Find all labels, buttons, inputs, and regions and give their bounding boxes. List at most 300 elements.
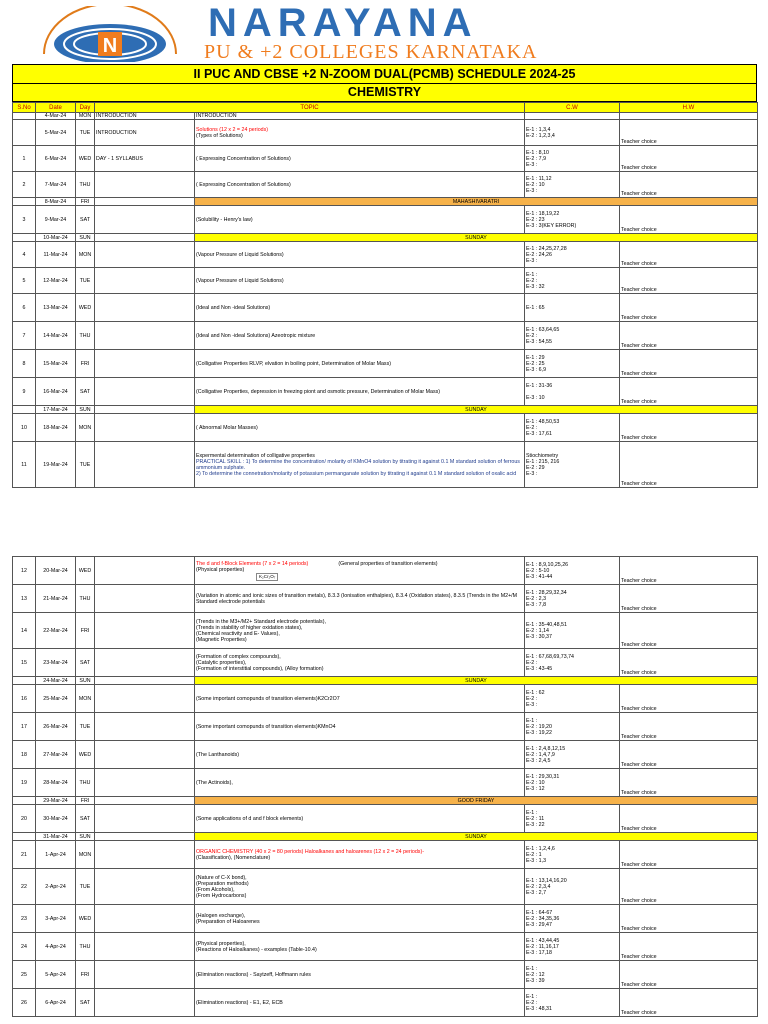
row-hw: Teacher choice xyxy=(620,146,758,172)
row-sno: 15 xyxy=(13,649,36,677)
row-day: TUE xyxy=(76,442,95,488)
row-topic xyxy=(195,585,525,613)
row-topic xyxy=(195,713,525,741)
table-row xyxy=(13,234,758,242)
svg-text:N: N xyxy=(102,35,118,57)
row-day: MON xyxy=(76,841,95,869)
row-cw: E-1 : 11,12 E-2 : 10 E-3 : xyxy=(525,172,620,198)
row-cw: E-1 : 29,30,31 E-2 : 10 E-3 : 12 xyxy=(525,769,620,797)
row-sno xyxy=(13,833,36,841)
col-topic: TOPIC xyxy=(95,103,525,113)
table-row xyxy=(13,933,758,961)
topic-text: (Nature of C-X bond), (Preparation methods) (From Alcohols), (From Hydrocarbons) xyxy=(196,874,249,899)
row-topic xyxy=(195,350,525,378)
topic-text: (Vapour Pressure of Liquid Solutions) xyxy=(196,251,284,258)
row-day: SUN xyxy=(76,234,95,242)
row-date: 28-Mar-24 xyxy=(36,769,76,797)
topic-text: (Some important comopunds of transition elements)K2Cr2O7 xyxy=(196,695,340,702)
row-sno: 16 xyxy=(13,685,36,713)
row-day: FRI xyxy=(76,961,95,989)
row-sno: 4 xyxy=(13,242,36,268)
row-date: 8-Mar-24 xyxy=(36,198,76,206)
row-hw: Teacher choice xyxy=(620,685,758,713)
row-topic xyxy=(195,268,525,294)
row-day: MON xyxy=(76,113,95,120)
row-dayinfo xyxy=(95,350,195,378)
row-cw: E-1 : 28,29,32,34 E-2 : 2,3 E-3 : 7,8 xyxy=(525,585,620,613)
brand-subtitle: PU & +2 COLLEGES KARNATAKA xyxy=(204,41,538,63)
row-sno xyxy=(13,113,36,120)
row-topic xyxy=(195,442,525,488)
brand-name: NARAYANA xyxy=(208,1,478,45)
row-sno: 14 xyxy=(13,613,36,649)
topic-text: (The Actinoids), xyxy=(196,779,233,786)
row-dayinfo xyxy=(95,805,195,833)
table-row xyxy=(13,741,758,769)
row-date: 25-Mar-24 xyxy=(36,685,76,713)
row-date: 19-Mar-24 xyxy=(36,442,76,488)
row-topic xyxy=(195,322,525,350)
row-date: 5-Apr-24 xyxy=(36,961,76,989)
row-day: MON xyxy=(76,685,95,713)
row-dayinfo xyxy=(95,989,195,1017)
row-day: WED xyxy=(76,741,95,769)
topic-text: (Elimination reactions) - E1, E2, ECB xyxy=(196,999,283,1006)
row-dayinfo xyxy=(95,713,195,741)
row-date: 22-Mar-24 xyxy=(36,613,76,649)
topic-text: (Physical properties), (Reactions of Haloalkanes) - examples (Table-10.4) xyxy=(196,940,317,953)
table-row xyxy=(13,585,758,613)
topic-text: ( Expressing Concentration of Solutions) xyxy=(196,181,291,188)
topic-text: (Solubility - Henry's law) xyxy=(196,216,253,223)
col-sno: S.No xyxy=(13,103,36,113)
topic-text: (Vapour Pressure of Liquid Solutions) xyxy=(196,277,284,284)
row-dayinfo xyxy=(95,585,195,613)
row-day: MON xyxy=(76,242,95,268)
row-date: 26-Mar-24 xyxy=(36,713,76,741)
row-dayinfo xyxy=(95,206,195,234)
row-dayinfo xyxy=(95,294,195,322)
row-hw: Teacher choice xyxy=(620,120,758,146)
subject-title: CHEMISTRY xyxy=(12,84,757,102)
row-day: THU xyxy=(76,172,95,198)
row-hw: Teacher choice xyxy=(620,933,758,961)
row-hw: Teacher choice xyxy=(620,172,758,198)
row-date: 4-Apr-24 xyxy=(36,933,76,961)
row-dayinfo xyxy=(95,198,195,206)
topic-text: (Elimination reactions) - Saytzeff, Hoffmann rules xyxy=(196,971,311,978)
row-dayinfo xyxy=(95,905,195,933)
row-date: 1-Apr-24 xyxy=(36,841,76,869)
row-hw: Teacher choice xyxy=(620,649,758,677)
row-day: TUE xyxy=(76,869,95,905)
row-date: 27-Mar-24 xyxy=(36,741,76,769)
row-topic xyxy=(195,120,525,146)
row-hw: Teacher choice xyxy=(620,613,758,649)
row-date: 30-Mar-24 xyxy=(36,805,76,833)
table-row xyxy=(13,294,758,322)
row-dayinfo xyxy=(95,741,195,769)
row-cw: E-1 : 64-67 E-2 : 34,35,36 E-3 : 29,47 xyxy=(525,905,620,933)
row-day: FRI xyxy=(76,797,95,805)
row-dayinfo xyxy=(95,833,195,841)
row-cw: E-1 : 2,4,8,12,15 E-2 : 1,4,7,9 E-3 : 2,4,5 xyxy=(525,741,620,769)
row-cw: E-1 : 31-36 E-3 : 10 xyxy=(525,378,620,406)
row-dayinfo: INTRODUCTION xyxy=(95,113,195,120)
row-day: FRI xyxy=(76,198,95,206)
row-date: 14-Mar-24 xyxy=(36,322,76,350)
row-sno: 7 xyxy=(13,322,36,350)
schedule-title: II PUC AND CBSE +2 N-ZOOM DUAL(PCMB) SCHEDULE 2024-25 xyxy=(12,64,757,84)
topic-text: Expermental determination of colligative properties xyxy=(196,452,315,459)
row-dayinfo xyxy=(95,242,195,268)
row-day: SUN xyxy=(76,406,95,414)
practical-skill: PRACTICAL SKILL : 1) To determine the concentration/ molarity of KMnO4 solution by titrating it against 0.1 M standard solution of ferrous ammonium sulphate. 2) To determine the connetration/molarity of potassium permanganate solution by titrating it against 0.1 M standard solution of oxalic acid xyxy=(196,458,520,477)
table-row xyxy=(13,322,758,350)
row-holiday: SUNDAY xyxy=(195,833,758,841)
table-row xyxy=(13,961,758,989)
table-row xyxy=(13,442,758,488)
row-holiday: MAHASHIVARATRI xyxy=(195,198,758,206)
table-row xyxy=(13,677,758,685)
row-date: 18-Mar-24 xyxy=(36,414,76,442)
narayana-logo-icon xyxy=(36,6,184,62)
topic-heading: ORGANIC CHEMISTRY (40 x 2 = 80 periods) Haloalkanes and haloarenes (12 x 2 = 24 periods)- xyxy=(196,848,424,855)
row-hw: Teacher choice xyxy=(620,869,758,905)
row-cw: E-1 : 63,64,65 E-2 : E-3 : 54,55 xyxy=(525,322,620,350)
row-day: SAT xyxy=(76,989,95,1017)
row-sno: 23 xyxy=(13,905,36,933)
row-day: WED xyxy=(76,146,95,172)
schedule-table-2 xyxy=(12,556,758,1017)
row-dayinfo xyxy=(95,322,195,350)
row-dayinfo xyxy=(95,406,195,414)
row-topic xyxy=(195,933,525,961)
row-sno: 19 xyxy=(13,769,36,797)
row-date: 23-Mar-24 xyxy=(36,649,76,677)
row-cw: E-1 : 8,9,10,25,26 E-2 : 5-10 E-3 : 41-44 xyxy=(525,557,620,585)
row-dayinfo xyxy=(95,769,195,797)
row-date: 31-Mar-24 xyxy=(36,833,76,841)
row-date: 15-Mar-24 xyxy=(36,350,76,378)
row-sno xyxy=(13,406,36,414)
row-dayinfo xyxy=(95,961,195,989)
row-dayinfo xyxy=(95,869,195,905)
table-row xyxy=(13,841,758,869)
col-cw: C.W xyxy=(525,103,620,113)
row-topic xyxy=(195,649,525,677)
topic-text: (Physical properties) xyxy=(196,566,245,573)
table-row xyxy=(13,120,758,146)
table-row xyxy=(13,685,758,713)
row-topic xyxy=(195,113,525,120)
row-day: THU xyxy=(76,322,95,350)
topic-text: (Ideal and Non -ideal Solutions) xyxy=(196,304,271,311)
col-day: Day xyxy=(76,103,95,113)
row-topic xyxy=(195,206,525,234)
row-day: SAT xyxy=(76,378,95,406)
row-cw: E-1 : 43,44,45 E-2 : 11,16,17 E-3 : 17,18 xyxy=(525,933,620,961)
row-hw: Teacher choice xyxy=(620,206,758,234)
row-sno: 8 xyxy=(13,350,36,378)
table-row xyxy=(13,206,758,234)
row-day: SAT xyxy=(76,206,95,234)
topic-text: (Formation of complex compounds), (Catalytic properties), (Formation of interstitial compounds), (Alloy formation) xyxy=(196,653,324,672)
row-dayinfo xyxy=(95,414,195,442)
topic-heading: Solutions (12 x 2 = 24 periods) xyxy=(196,126,268,133)
row-date: 17-Mar-24 xyxy=(36,406,76,414)
row-cw: E-1 : E-2 : E-3 : 48,31 xyxy=(525,989,620,1017)
topic-text: (Some applications of d and f block elements) xyxy=(196,815,304,822)
topic-text: ( Expressing Concentration of Solutions) xyxy=(196,155,291,162)
table-row xyxy=(13,805,758,833)
row-dayinfo xyxy=(95,797,195,805)
schedule-table-1 xyxy=(12,102,758,488)
row-date: 24-Mar-24 xyxy=(36,677,76,685)
row-topic xyxy=(195,414,525,442)
row-hw: Teacher choice xyxy=(620,905,758,933)
row-day: FRI xyxy=(76,350,95,378)
table-row xyxy=(13,869,758,905)
topic-extra: (General properties of transition elements) xyxy=(338,560,438,567)
row-sno: 3 xyxy=(13,206,36,234)
topic-text: (Colligative Properties, depression in freezing piont and osmotic pressure, Determination of Molar Mass) xyxy=(196,388,441,395)
row-cw: E-1 : E-2 : 11 E-3 : 22 xyxy=(525,805,620,833)
row-dayinfo xyxy=(95,234,195,242)
row-sno: 24 xyxy=(13,933,36,961)
row-dayinfo xyxy=(95,557,195,585)
row-dayinfo xyxy=(95,442,195,488)
row-cw: E-1 : 18,19,22 E-2 : 23 E-3 : 3(KEY ERROR) xyxy=(525,206,620,234)
row-date: 7-Mar-24 xyxy=(36,172,76,198)
table-row xyxy=(13,713,758,741)
table-row xyxy=(13,242,758,268)
row-sno: 18 xyxy=(13,741,36,769)
row-dayinfo xyxy=(95,685,195,713)
row-day: SAT xyxy=(76,805,95,833)
row-hw: Teacher choice xyxy=(620,805,758,833)
row-cw: E-1 : E-2 : 19,20 E-3 : 19,22 xyxy=(525,713,620,741)
table-row xyxy=(13,146,758,172)
row-dayinfo xyxy=(95,677,195,685)
row-sno xyxy=(13,120,36,146)
row-cw xyxy=(525,113,620,120)
row-sno xyxy=(13,234,36,242)
row-date: 6-Apr-24 xyxy=(36,989,76,1017)
row-topic xyxy=(195,741,525,769)
table-row xyxy=(13,113,758,120)
row-topic xyxy=(195,989,525,1017)
row-hw: Teacher choice xyxy=(620,769,758,797)
row-hw: Teacher choice xyxy=(620,414,758,442)
row-cw: E-1 : 65 xyxy=(525,294,620,322)
row-topic xyxy=(195,685,525,713)
row-dayinfo: INTRODUCTION xyxy=(95,120,195,146)
table-header-row xyxy=(13,103,758,113)
row-sno xyxy=(13,198,36,206)
row-sno: 12 xyxy=(13,557,36,585)
row-hw: Teacher choice xyxy=(620,378,758,406)
table-row xyxy=(13,378,758,406)
row-date: 9-Mar-24 xyxy=(36,206,76,234)
row-cw: E-1 : 24,25,27,28 E-2 : 24,26 E-3 : xyxy=(525,242,620,268)
row-date: 21-Mar-24 xyxy=(36,585,76,613)
row-sno: 11 xyxy=(13,442,36,488)
row-day: TUE xyxy=(76,120,95,146)
row-date: 2-Apr-24 xyxy=(36,869,76,905)
row-cw: E-1 : 35-40,48,51 E-2 : 1,14 E-3 : 30,37 xyxy=(525,613,620,649)
row-topic xyxy=(195,172,525,198)
table-row xyxy=(13,198,758,206)
row-dayinfo: DAY - 1 SYLLABUS xyxy=(95,146,195,172)
topic-heading: The d and f-Block Elements (7 x 2 = 14 periods) xyxy=(196,560,309,567)
row-topic xyxy=(195,146,525,172)
row-holiday: SUNDAY xyxy=(195,677,758,685)
topic-text: (Halogen exchange), (Preparation of Haloarenes xyxy=(196,912,260,925)
row-sno: 2 xyxy=(13,172,36,198)
row-topic xyxy=(195,557,525,585)
table-row xyxy=(13,833,758,841)
row-cw: E-1 : 1,3,4 E-2 : 1,2,3,4 xyxy=(525,120,620,146)
row-day: THU xyxy=(76,933,95,961)
table-row xyxy=(13,172,758,198)
row-cw: E-1 : 67,68,69,73,74 E-2 : E-3 : 43-45 xyxy=(525,649,620,677)
topic-text: (Trends in the M3+/M2+ Standard electrode potentials), (Trends in stability of higher oxidation states), (Chemical reactivity and E- Values), (Magnetic Properties) xyxy=(196,618,326,643)
row-day: SUN xyxy=(76,833,95,841)
topic-text: (Types of Solutions) xyxy=(196,132,243,139)
row-cw: E-1 : 62 E-2 : E-3 : xyxy=(525,685,620,713)
row-topic xyxy=(195,242,525,268)
row-date: 11-Mar-24 xyxy=(36,242,76,268)
row-sno: 22 xyxy=(13,869,36,905)
row-hw: Teacher choice xyxy=(620,322,758,350)
row-sno xyxy=(13,677,36,685)
row-hw: Teacher choice xyxy=(620,841,758,869)
row-cw: E-1 : E-2 : E-3 : 32 xyxy=(525,268,620,294)
row-hw: Teacher choice xyxy=(620,242,758,268)
row-hw: Teacher choice xyxy=(620,741,758,769)
row-sno: 21 xyxy=(13,841,36,869)
row-date: 4-Mar-24 xyxy=(36,113,76,120)
row-holiday: SUNDAY xyxy=(195,406,758,414)
table-row xyxy=(13,905,758,933)
row-date: 6-Mar-24 xyxy=(36,146,76,172)
row-dayinfo xyxy=(95,649,195,677)
table-row xyxy=(13,769,758,797)
row-sno: 13 xyxy=(13,585,36,613)
row-cw: E-1 : E-2 : 12 E-3 : 39 xyxy=(525,961,620,989)
row-cw: E-1 : 13,14,16,20 E-2 : 2,3,4 E-3 : 2,7 xyxy=(525,869,620,905)
row-cw: E-1 : 1,2,4,6 E-2 : 1 E-3 : 1,3 xyxy=(525,841,620,869)
row-day: MON xyxy=(76,414,95,442)
col-date: Date xyxy=(36,103,76,113)
row-sno: 17 xyxy=(13,713,36,741)
row-day: SUN xyxy=(76,677,95,685)
row-topic xyxy=(195,769,525,797)
row-day: WED xyxy=(76,557,95,585)
table-row xyxy=(13,989,758,1017)
row-topic xyxy=(195,613,525,649)
row-topic xyxy=(195,805,525,833)
row-date: 29-Mar-24 xyxy=(36,797,76,805)
row-topic xyxy=(195,294,525,322)
table-row xyxy=(13,649,758,677)
row-sno: 9 xyxy=(13,378,36,406)
table-row xyxy=(13,350,758,378)
row-day: SAT xyxy=(76,649,95,677)
row-hw xyxy=(620,113,758,120)
row-sno: 26 xyxy=(13,989,36,1017)
row-hw: Teacher choice xyxy=(620,268,758,294)
row-sno: 25 xyxy=(13,961,36,989)
row-date: 10-Mar-24 xyxy=(36,234,76,242)
row-hw: Teacher choice xyxy=(620,557,758,585)
topic-text: (Colligative Properties RLVP, elvation in boiling point, Determination of Molar Mass) xyxy=(196,360,391,367)
row-dayinfo xyxy=(95,172,195,198)
row-sno: 20 xyxy=(13,805,36,833)
table-row xyxy=(13,797,758,805)
row-cw: Stiochiometry E-1 : 215, 216 E-2 : 29 E-3 : xyxy=(525,442,620,488)
row-sno: 1 xyxy=(13,146,36,172)
table-row xyxy=(13,406,758,414)
row-day: THU xyxy=(76,585,95,613)
table-row xyxy=(13,557,758,585)
header xyxy=(0,0,768,62)
row-date: 12-Mar-24 xyxy=(36,268,76,294)
col-hw: H.W xyxy=(620,103,758,113)
row-date: 20-Mar-24 xyxy=(36,557,76,585)
row-hw: Teacher choice xyxy=(620,585,758,613)
row-dayinfo xyxy=(95,613,195,649)
row-dayinfo xyxy=(95,268,195,294)
row-hw: Teacher choice xyxy=(620,713,758,741)
row-topic xyxy=(195,378,525,406)
row-day: WED xyxy=(76,905,95,933)
row-cw: E-1 : 48,50,53 E-2 : E-3 : 17,61 xyxy=(525,414,620,442)
topic-text: INTRODUCTION xyxy=(196,113,237,119)
topic-text: (Ideal and Non -ideal Solutions) Azeotropic mixture xyxy=(196,332,316,339)
k2cr2o7-image: K₂Cr₂O₇ xyxy=(256,573,278,581)
row-sno xyxy=(13,797,36,805)
row-date: 16-Mar-24 xyxy=(36,378,76,406)
row-date: 5-Mar-24 xyxy=(36,120,76,146)
topic-text: (Some important comopunds of transition elements)KMnO4 xyxy=(196,723,336,730)
table-row xyxy=(13,268,758,294)
row-hw: Teacher choice xyxy=(620,350,758,378)
row-day: THU xyxy=(76,769,95,797)
topic-text: (Variation in atomic and ionic sizes of transition metals), 8.3.3 (Ionisation enthalpies), 8.3.4 (Oxidation states), 8.3.5 (Trends in the M2+/M Standard electrode potentials xyxy=(196,592,518,605)
row-holiday: GOOD FRIDAY xyxy=(195,797,758,805)
row-day: FRI xyxy=(76,613,95,649)
row-topic xyxy=(195,869,525,905)
row-sno: 5 xyxy=(13,268,36,294)
table-row xyxy=(13,414,758,442)
topic-text: (The Lanthanoids) xyxy=(196,751,239,758)
row-cw: E-1 : 8,10 E-2 : 7,9 E-3 : xyxy=(525,146,620,172)
row-sno: 6 xyxy=(13,294,36,322)
row-hw: Teacher choice xyxy=(620,961,758,989)
row-cw: E-1 : 29 E-2 : 25 E-3 : 6,9 xyxy=(525,350,620,378)
table-row xyxy=(13,613,758,649)
row-topic xyxy=(195,961,525,989)
row-dayinfo xyxy=(95,378,195,406)
row-topic xyxy=(195,841,525,869)
row-day: WED xyxy=(76,294,95,322)
topic-text: ( Abnormal Molar Masses) xyxy=(196,424,258,431)
row-holiday: SUNDAY xyxy=(195,234,758,242)
row-dayinfo xyxy=(95,933,195,961)
topic-text: (Classification), (Nomenclature) xyxy=(196,854,271,861)
